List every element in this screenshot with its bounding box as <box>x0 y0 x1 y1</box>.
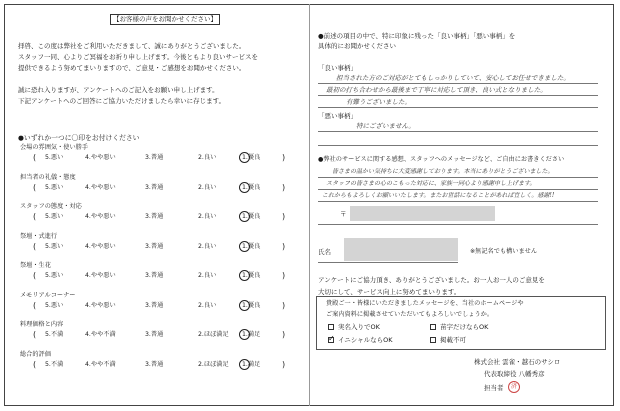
intro-line: 拝啓、この度は弊社をご利用いただきまして、誠にありがとうございました。 <box>18 42 246 50</box>
selected-circle-mark <box>239 182 250 193</box>
left-header: 【お客様の声をお聞かせください】 <box>110 14 220 25</box>
rating-option[interactable]: 4.やや悪い <box>85 301 116 309</box>
rating-bracket-close: ) <box>282 359 286 369</box>
choice-label: 実名入りでOK <box>338 323 380 331</box>
rating-option[interactable]: 4.やや悪い <box>85 154 116 161</box>
choice-label: イニシャルならOK <box>338 336 393 344</box>
q1-text: ●前述の項目の中で、特に印象に残った「良い事柄」「悪い事柄」を <box>318 32 516 40</box>
choice-checkbox-real-name[interactable] <box>328 324 334 330</box>
rating-option[interactable]: 1.優良 <box>242 213 261 220</box>
answer-line <box>318 107 598 108</box>
answer-line <box>318 262 458 263</box>
bad-label: 「悪い事柄」 <box>318 112 357 120</box>
rating-row-label: 会場の雰囲気・使い勝手 <box>20 144 89 151</box>
rating-row-label: メモリアルコーナー <box>20 291 76 299</box>
choice-label: 掲載不可 <box>440 336 466 344</box>
rating-option[interactable]: 2.ほぼ満足 <box>198 331 229 338</box>
intro-line: 提供できるよう努めてまいりますので、ご意見・ご感想をお聞かせください。 <box>18 64 246 72</box>
rating-option[interactable]: 3.普通 <box>145 331 164 338</box>
answer-line <box>318 224 598 225</box>
rating-row-label: 総合的評価 <box>20 350 51 358</box>
rating-option[interactable]: 5.悪い <box>45 154 64 161</box>
rating-option[interactable]: 5.不満 <box>45 331 64 338</box>
anonymous-note: ※無記名でも構いません <box>470 248 538 255</box>
rating-option[interactable]: 3.普通 <box>145 213 164 220</box>
answer-line <box>318 95 598 96</box>
selected-circle-mark <box>239 359 250 370</box>
rating-option[interactable]: 4.やや悪い <box>85 213 116 220</box>
rating-bracket-open: ( <box>33 271 37 280</box>
rating-option[interactable]: 1.優良 <box>242 301 261 309</box>
msg-line: 皆さまの温かい気持ちに大変感謝しております。本当にありがとうございました。 <box>332 168 554 175</box>
rating-option[interactable]: 5.悪い <box>45 213 64 220</box>
rating-bracket-open: ( <box>33 182 37 192</box>
rating-bracket-open: ( <box>33 153 37 162</box>
selected-circle-mark <box>239 300 250 311</box>
rating-option[interactable]: 5.悪い <box>45 272 64 279</box>
rating-bracket-open: ( <box>33 212 37 221</box>
answer-line <box>318 131 598 132</box>
rating-bracket-open: ( <box>33 359 37 369</box>
rating-option[interactable]: 3.普通 <box>145 272 164 279</box>
rating-option[interactable]: 5.悪い <box>45 242 64 250</box>
rating-row-label: 担当者の礼儀・態度 <box>20 173 76 181</box>
rating-option[interactable]: 2.良い <box>198 272 217 279</box>
rating-option[interactable]: 4.やや悪い <box>85 183 116 191</box>
rating-bracket-close: ) <box>282 271 286 280</box>
rating-option[interactable]: 1.優良 <box>242 183 261 191</box>
rating-option[interactable]: 3.普通 <box>145 360 164 368</box>
good-text-line: 最初の打ち合わせから最後まで丁寧に対応して頂き、良い式となりました。 <box>326 86 547 94</box>
rating-row-label: スタッフの態度・対応 <box>20 203 82 210</box>
consent-line: 貴殿ご一・皆様にいただきましたメッセージを、当社のホームページや <box>326 300 524 307</box>
thanks-line: 大切にして、サービス向上に努めてまいります。 <box>318 288 461 296</box>
address-redacted <box>350 206 495 221</box>
answer-line <box>318 201 598 202</box>
rating-row-label: 祭壇・式進行 <box>20 232 58 240</box>
address-label: 〒 <box>340 210 347 218</box>
choice-checkbox-surname[interactable] <box>430 324 436 330</box>
rating-option[interactable]: 1.優良 <box>242 242 261 250</box>
rating-option[interactable]: 5.不満 <box>45 360 64 368</box>
selected-circle-mark <box>239 211 250 222</box>
bad-text: 特にございません。 <box>356 122 415 130</box>
rating-bracket-open: ( <box>33 241 37 251</box>
rating-bracket-close: ) <box>282 153 286 162</box>
staff-seal-stamp: 済 <box>508 381 520 393</box>
rating-option[interactable]: 2.良い <box>198 213 217 220</box>
rating-question: ●いずれか一つに〇印をお付けください <box>18 134 140 142</box>
good-label: 「良い事柄」 <box>318 64 357 72</box>
msg-line: スタッフの皆さまの心のこもった対応に、家族一同心より感謝申し上げます。 <box>326 180 536 187</box>
rating-row-label: 祭壇・生花 <box>20 262 51 269</box>
rating-option[interactable]: 3.普通 <box>145 242 164 250</box>
rating-bracket-close: ) <box>282 330 286 339</box>
rating-bracket-close: ) <box>282 182 286 192</box>
rating-bracket-open: ( <box>33 300 37 310</box>
choice-checkbox-initials[interactable] <box>328 337 334 343</box>
rating-option[interactable]: 5.悪い <box>45 301 64 309</box>
rating-option[interactable]: 1.満足 <box>242 331 261 338</box>
choice-label: 苗字だけならOK <box>440 323 489 331</box>
intro-line: 誠に恐れ入りますが、アンケートへのご記入をお願い申し上げます。 <box>18 86 219 94</box>
intro-line: 下記アンケートへのご回答にご協力いただけましたら幸いに存じます。 <box>18 97 226 105</box>
answer-line <box>318 145 598 146</box>
rating-option[interactable]: 3.普通 <box>145 154 164 161</box>
rating-option[interactable]: 1.満足 <box>242 360 261 368</box>
rating-option[interactable]: 4.やや不満 <box>85 360 116 368</box>
rating-bracket-close: ) <box>282 212 286 221</box>
rating-option[interactable]: 4.やや悪い <box>85 242 116 250</box>
name-redacted <box>344 238 458 261</box>
rating-option[interactable]: 2.ほぼ満足 <box>198 360 229 368</box>
rating-option[interactable]: 2.良い <box>198 183 217 191</box>
good-text-line: 担当された方のご対応がとてもしっかりしていて、安心してお任せできました。 <box>336 74 570 82</box>
rating-option[interactable]: 1.優良 <box>242 272 261 279</box>
answer-line <box>318 189 598 190</box>
selected-circle-mark <box>239 270 250 281</box>
rating-bracket-open: ( <box>33 330 37 339</box>
rating-option[interactable]: 2.良い <box>198 301 217 309</box>
selected-circle-mark <box>239 329 250 340</box>
selected-circle-mark <box>239 152 250 163</box>
answer-line <box>318 177 598 178</box>
rating-option[interactable]: 1.優良 <box>242 154 261 161</box>
consent-line: ご案内資料に掲載させていただいてもよろしいでしょうか。 <box>326 311 494 318</box>
rating-bracket-close: ) <box>282 241 286 251</box>
q2-text: ●弊社のサービスに関する感想、スタッフへのメッセージなど、ご自由にお書きください <box>318 156 565 163</box>
answer-line <box>318 83 598 84</box>
rating-option[interactable]: 3.普通 <box>145 301 164 309</box>
selected-circle-mark <box>239 241 250 252</box>
rating-option[interactable]: 4.やや悪い <box>85 272 116 279</box>
rating-option[interactable]: 2.良い <box>198 242 217 250</box>
name-label: 氏名 <box>318 248 331 256</box>
company-name: 株式会社 雲雀・越石のサシロ <box>474 358 561 366</box>
choice-checkbox-no-publish[interactable] <box>430 337 436 343</box>
representative: 代表取締役 八幡秀彦 <box>484 370 545 378</box>
rating-bracket-close: ) <box>282 300 286 310</box>
q1-text-b: 具体的にお聞かせください <box>318 42 396 50</box>
thanks-line: アンケートにご協力頂き、ありがとうございました。お一人お一人のご意見を <box>318 276 545 284</box>
intro-line: スタッフ一同、心よりご冥福をお祈り申し上げます。今後ともより良いサービスを <box>18 53 258 61</box>
rating-option[interactable]: 5.悪い <box>45 183 64 191</box>
rating-option[interactable]: 3.普通 <box>145 183 164 191</box>
rating-row-label: 料理価格と内容 <box>20 321 64 328</box>
good-text-line: 有難うございました。 <box>346 98 411 106</box>
staff-label: 担当者 <box>484 384 504 392</box>
rating-option[interactable]: 4.やや不満 <box>85 331 116 338</box>
msg-line: これからもよろしくお願いいたします。またお世話になることがあれば宜しく。感謝!! <box>322 192 555 199</box>
rating-option[interactable]: 2.良い <box>198 154 217 161</box>
page-fold <box>309 4 310 406</box>
